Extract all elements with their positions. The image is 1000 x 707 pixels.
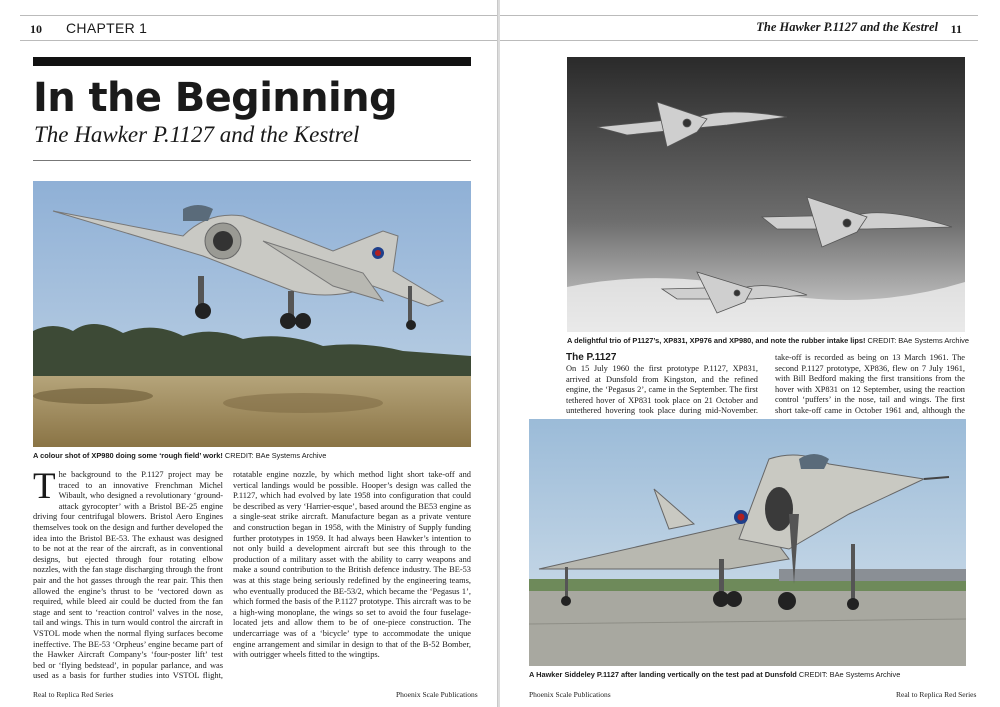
page-number-left: 10 [30,22,42,36]
title-bar [33,57,471,66]
title-rule [33,160,471,161]
footer-publisher-left: Phoenix Scale Publications [396,690,478,699]
photo-p1127-dunsfold [529,419,966,666]
body-text-col1: he background to the P.1127 project may be traced to an innovative Frenchman Michel Wibault, who designed a revolutionary ‘ground-attack gyrocopter’ with a Bristol BE-25 engine driving four centrifugal blowers. Bristol Aero Engines themselves took on the design and further developed the idea into the Bristol BE-53. The exhaust was designed to be not at the rear of the aircraft, as in conventional designs, but ejected through four rotating elbow nozzles, with the fan stage discharging through the front pair and the hot gasses through the rear pair. This then allowed the engine’s thrust to be ‘vectored down as required, while bleed air could be ducted from the fan stage and sent to ‘reaction control’ valves in the nose, tail and wings. This in turn would control the aircraft in VSTOL mode when the normal flying surfaces become ineffective. The BE-53 ‘Orpheus’ engine became part of the Hawker Aircraft Company’s ‘four-poster lift’ test bed or ‘flying bedstead’, in popular parlance, and was used as a basis for further studies into VSTOL flight, [33,470,223,681]
caption-credit: CREDIT: BAe Systems Archive [867,336,969,345]
right-body-column-1 [566,364,758,416]
page-title: In the Beginning [33,75,398,121]
caption-text: A delightful trio of P1127’s, XP831, XP976 and XP980, and note the rubber intake lips! [567,336,866,345]
footer-series-left: Real to Replica Red Series [33,690,114,699]
photo-trio-p1127 [567,57,965,332]
photo-xp980-rough-field [33,181,471,447]
photo-caption-top-right [567,336,969,346]
drop-cap: T [33,470,56,507]
left-header [0,0,497,42]
page-number-right: 11 [950,22,962,36]
photo-caption-left [33,451,326,461]
right-header [500,0,1000,42]
caption-credit: CREDIT: BAe Systems Archive [224,451,327,460]
page-subtitle: The Hawker P.1127 and the Kestrel [34,122,360,147]
left-page [0,0,498,707]
right-body-text-col2: take-off is recorded as being on 13 March 1961. The second P.1127 prototype, XP836, flew on 7 July 1961, with Bill Bedford making the first transitions from the hover with XP831 on 12 September, using the reaction control ‘puffers’ in the nose, tail and wings. The first short take-off came in October 1961 and, although the [775,353,965,415]
caption-text: A Hawker Siddeley P.1127 after landing vertically on the test pad at Dunsfold [529,670,797,679]
right-body-column-2 [775,353,965,416]
body-column-2 [233,470,471,682]
footer-series-right: Real to Replica Red Series [896,690,977,699]
right-body-text-col1: On 15 July 1960 the first prototype P.1127, XP831, arrived at Dunsfold from Kingston, and the refined engine, the ‘Pegasus 2’, came in the September. The first tethered hover of XP831 took place on 21 October and untethered hovering took place during mid-November. [566,364,758,416]
chapter-label: CHAPTER 1 [66,20,148,36]
running-head: The Hawker P.1127 and the Kestrel [756,20,938,34]
section-heading: The P.1127 [566,352,617,363]
photo-caption-bottom-right [529,670,900,680]
body-text-col2: rotatable engine nozzle, by which method light short take-off and vertical landings would be possible. Hooper’s design was called the P.1127, which had evolved by late 1958 into configuration that could be described as very ‘Harrier-esque’, based around the BE53 engine as a single-seat strike aircraft. Manufacture began as a private venture and construction began in 1958, with the Ministry of Supply funding further prototypes in 1959. It had always been Hawker’s intention to not only build a development aircraft but see this through to the production of a military asset with the ability to carry weapons and make a sound contribution to the British defence industry. The BE-53 was at this stage being seriously redefined by the engineering teams, who eventually produced the BE-53/2, which became the ‘Pegasus 1’, which formed the basis of the P.1127 prototype. This aircraft was to be a high-wing monoplane, the wings so set to avoid the four fuselage-located jets and allow them to be of one-piece construction. The undercarriage was of a ‘bicycle’ type to accommodate the unique engine arrangement and similar in design to that of the B-52 Bomber, with outrigger wheels fitted to the wingtips. [233,470,471,660]
caption-text: A colour shot of XP980 doing some ‘rough field’ work! [33,451,223,460]
caption-credit: CREDIT: BAe Systems Archive [798,670,901,679]
body-column-1 [33,470,223,682]
footer-publisher-right: Phoenix Scale Publications [529,690,611,699]
